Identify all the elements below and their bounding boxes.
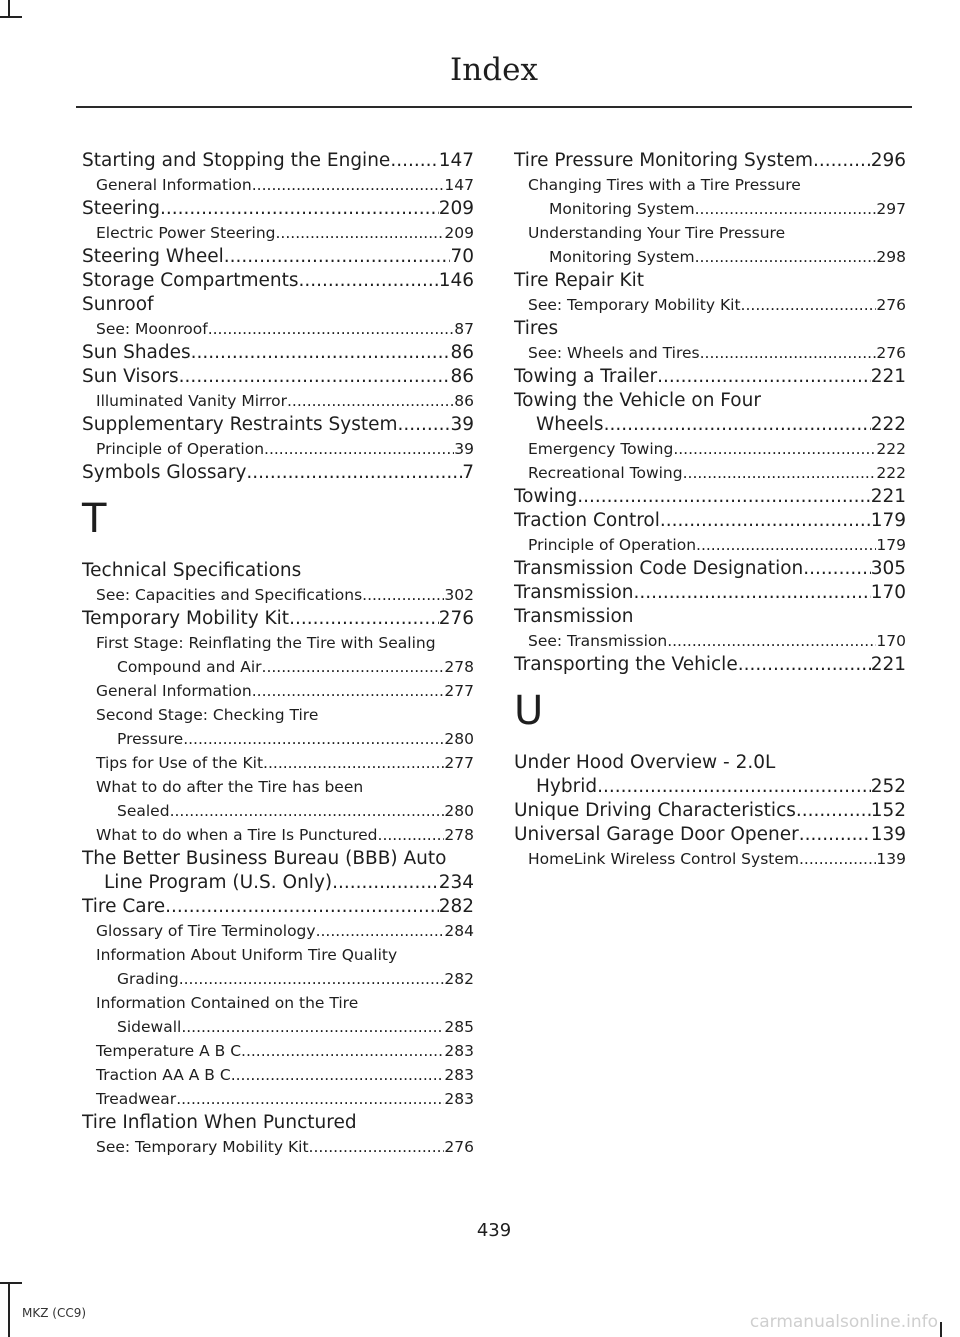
dot-leader (231, 1063, 445, 1087)
index-entry (514, 653, 906, 677)
dot-leader (577, 485, 870, 509)
entry-text: Principle of Operation (96, 440, 265, 458)
index-entry (514, 751, 906, 775)
dot-leader (160, 197, 439, 221)
entry-text: Tire Care (82, 896, 166, 917)
page-ref: 39 (454, 440, 474, 458)
crop-mark (0, 1282, 22, 1284)
page-ref: 276 (876, 344, 906, 362)
index-subentry (82, 1015, 474, 1039)
dot-leader (398, 413, 451, 437)
crop-mark (8, 0, 10, 16)
entry-text: See: Temporary Mobility Kit (528, 296, 741, 314)
index-entry (82, 149, 474, 173)
page-ref: 284 (444, 922, 474, 940)
entry-text: Transmission (514, 606, 634, 627)
entry-text: Illuminated Vanity Mirror (96, 392, 287, 410)
entry-text: General Information (96, 682, 252, 700)
dot-leader (796, 799, 871, 823)
index-entry (514, 799, 906, 823)
dot-leader (634, 581, 871, 605)
index-subentry (82, 631, 474, 655)
entry-text: Sunroof (82, 294, 154, 315)
index-subentry (82, 1087, 474, 1111)
entry-text: See: Capacities and Specifications (96, 586, 363, 604)
entry-text: Storage Compartments (82, 270, 299, 291)
index-subentry (514, 173, 906, 197)
index-subentry (82, 943, 474, 967)
index-column-right (514, 149, 906, 871)
crop-mark (940, 1322, 942, 1337)
dot-leader (263, 751, 444, 775)
dot-leader (275, 221, 444, 245)
entry-text: General Information (96, 176, 252, 194)
index-entry (514, 581, 906, 605)
index-entry (82, 871, 474, 895)
entry-text: Pressure (117, 730, 184, 748)
index-subentry (514, 197, 906, 221)
index-entry (514, 509, 906, 533)
index-entry (514, 485, 906, 509)
model-label: MKZ (CC9) (22, 1306, 87, 1320)
index-entry (82, 365, 474, 389)
page-ref: 276 (438, 608, 474, 629)
entry-text: See: Wheels and Tires (528, 344, 700, 362)
entry-text: See: Moonroof (96, 320, 208, 338)
dot-leader (165, 895, 439, 919)
page-number: 439 (476, 1220, 512, 1241)
index-subentry (82, 727, 474, 751)
entry-text: Sealed (117, 802, 170, 820)
crop-mark (0, 16, 22, 18)
dot-leader (289, 607, 439, 631)
entry-text: Transmission Code Designation (514, 558, 804, 579)
page-ref: 39 (450, 414, 474, 435)
entry-text: Principle of Operation (528, 536, 697, 554)
page-ref: 87 (454, 320, 474, 338)
page-ref: 221 (870, 654, 906, 675)
index-entry (82, 269, 474, 293)
page-ref: 139 (870, 824, 906, 845)
page-ref: 152 (870, 800, 906, 821)
page-ref: 277 (444, 754, 474, 772)
page-title: Index (450, 52, 538, 88)
index-subentry (514, 437, 906, 461)
index-subentry (514, 341, 906, 365)
index-entry (514, 365, 906, 389)
entry-text: Unique Driving Characteristics (514, 800, 796, 821)
page-ref: 209 (444, 224, 474, 242)
dot-leader (179, 365, 451, 389)
dot-leader (179, 967, 445, 991)
dot-leader (604, 413, 871, 437)
page-ref: 276 (876, 296, 906, 314)
entry-text: Information Contained on the Tire (96, 994, 359, 1012)
entry-text: What to do after the Tire has been (96, 778, 364, 796)
entry-text: Temporary Mobility Kit (82, 608, 290, 629)
dot-leader (170, 799, 445, 823)
entry-text: Emergency Towing (528, 440, 674, 458)
page-ref: 222 (876, 440, 906, 458)
index-subentry (82, 991, 474, 1015)
entry-text: Traction Control (514, 510, 660, 531)
index-entry (514, 389, 906, 413)
entry-text: Tire Inflation When Punctured (82, 1112, 357, 1133)
page-ref: 179 (876, 536, 906, 554)
index-subentry (82, 655, 474, 679)
entry-text: Towing a Trailer (514, 366, 658, 387)
page-ref: 302 (444, 586, 474, 604)
page-ref: 278 (444, 658, 474, 676)
section-letter: T (82, 496, 107, 542)
page-ref: 70 (450, 246, 474, 267)
entry-text: Transmission (514, 582, 634, 603)
index-subentry (82, 823, 474, 847)
entry-text: Grading (117, 970, 179, 988)
dot-leader (298, 269, 438, 293)
entry-text: Sun Shades (82, 342, 191, 363)
dot-leader (191, 341, 451, 365)
dot-leader (667, 629, 876, 653)
dot-leader (683, 461, 877, 485)
dot-leader (695, 245, 877, 269)
index-entry (514, 413, 906, 437)
entry-text: Universal Garage Door Opener (514, 824, 799, 845)
index-subentry (514, 293, 906, 317)
index-entry (82, 1111, 474, 1135)
entry-text: See: Temporary Mobility Kit (96, 1138, 309, 1156)
index-entry (514, 557, 906, 581)
page-ref: 283 (444, 1066, 474, 1084)
index-entry (82, 197, 474, 221)
index-subentry (82, 703, 474, 727)
page-ref: 234 (438, 872, 474, 893)
entry-text: Wheels (536, 414, 604, 435)
entry-text: Second Stage: Checking Tire (96, 706, 319, 724)
index-entry (514, 149, 906, 173)
page-ref: 298 (876, 248, 906, 266)
page-ref: 209 (438, 198, 474, 219)
page-ref: 221 (870, 366, 906, 387)
entry-text: Monitoring System (549, 200, 695, 218)
entry-text: Compound and Air (117, 658, 262, 676)
entry-text: Tire Pressure Monitoring System (514, 150, 814, 171)
index-subentry (514, 461, 906, 485)
dot-leader (252, 173, 445, 197)
index-subentry (82, 1039, 474, 1063)
dot-leader (673, 437, 876, 461)
index-entry (514, 317, 906, 341)
dot-leader (181, 1015, 444, 1039)
entry-text: Sidewall (117, 1018, 182, 1036)
entry-text: Tires (514, 318, 559, 339)
entry-text: Towing the Vehicle on Four (514, 390, 761, 411)
entry-text: Technical Specifications (82, 560, 302, 581)
entry-text: First Stage: Reinflating the Tire with Sealing (96, 634, 436, 652)
index-subentry (514, 533, 906, 557)
index-subentry (82, 221, 474, 245)
index-entry (82, 607, 474, 631)
dot-leader (332, 871, 439, 895)
dot-leader (309, 1135, 445, 1159)
page-ref: 86 (450, 342, 474, 363)
index-subentry (82, 389, 474, 413)
index-subentry (82, 751, 474, 775)
index-subentry (514, 847, 906, 871)
dot-leader (803, 557, 870, 581)
entry-text: What to do when a Tire Is Punctured (96, 826, 378, 844)
watermark: carmanualsonline.info (749, 1312, 938, 1332)
dot-leader (738, 653, 871, 677)
page-ref: 283 (444, 1090, 474, 1108)
page-ref: 146 (438, 270, 474, 291)
entry-text: Treadwear (96, 1090, 177, 1108)
page-ref: 276 (444, 1138, 474, 1156)
entry-text: Glossary of Tire Terminology (96, 922, 316, 940)
entry-text: The Better Business Bureau (BBB) Auto (82, 848, 447, 869)
page-ref: 305 (870, 558, 906, 579)
page-ref: 139 (876, 850, 906, 868)
entry-text: Monitoring System (549, 248, 695, 266)
page-ref: 283 (444, 1042, 474, 1060)
entry-text: Line Program (U.S. Only) (104, 872, 333, 893)
page-ref: 222 (870, 414, 906, 435)
entry-text: Symbols Glossary (82, 462, 247, 483)
header-rule (76, 106, 912, 108)
page-ref: 282 (444, 970, 474, 988)
index-entry (82, 461, 474, 485)
dot-leader (362, 583, 444, 607)
page-ref: 7 (462, 462, 474, 483)
index-subentry (82, 583, 474, 607)
index-subentry (82, 679, 474, 703)
page-ref: 86 (454, 392, 474, 410)
index-entry (514, 823, 906, 847)
entry-text: Towing (514, 486, 578, 507)
entry-text: Information About Uniform Tire Quality (96, 946, 398, 964)
page-ref: 280 (444, 802, 474, 820)
entry-text: Steering (82, 198, 160, 219)
dot-leader (741, 293, 877, 317)
page-ref: 280 (444, 730, 474, 748)
index-entry (82, 245, 474, 269)
dot-leader (597, 775, 871, 799)
index-subentry (82, 919, 474, 943)
dot-leader (700, 341, 877, 365)
dot-leader (262, 655, 445, 679)
entry-text: Recreational Towing (528, 464, 683, 482)
dot-leader (390, 149, 438, 173)
entry-text: Transporting the Vehicle (514, 654, 738, 675)
index-entry (82, 895, 474, 919)
entry-text: Sun Visors (82, 366, 179, 387)
index-column-left (82, 149, 474, 1159)
entry-text: Traction AA A B C (96, 1066, 231, 1084)
dot-leader (378, 823, 445, 847)
dot-leader (316, 919, 445, 943)
entry-text: Supplementary Restraints System (82, 414, 398, 435)
entry-text: Tire Repair Kit (514, 270, 644, 291)
page-ref: 86 (450, 366, 474, 387)
section-letter: U (514, 688, 544, 734)
index-subentry (514, 629, 906, 653)
index-entry (82, 559, 474, 583)
page-ref: 170 (870, 582, 906, 603)
page-ref: 285 (444, 1018, 474, 1036)
index-subentry (514, 245, 906, 269)
page-ref: 147 (438, 150, 474, 171)
entry-text: Electric Power Steering (96, 224, 276, 242)
dot-leader (660, 509, 871, 533)
index-subentry (82, 967, 474, 991)
entry-text: See: Transmission (528, 632, 668, 650)
page-ref: 297 (876, 200, 906, 218)
index-subentry (82, 317, 474, 341)
page-ref: 170 (876, 632, 906, 650)
index-subentry (82, 799, 474, 823)
entry-text: Starting and Stopping the Engine (82, 150, 391, 171)
entry-text: Understanding Your Tire Pressure (528, 224, 786, 242)
dot-leader (252, 679, 445, 703)
dot-leader (695, 197, 877, 221)
index-subentry (82, 775, 474, 799)
dot-leader (287, 389, 454, 413)
page-ref: 277 (444, 682, 474, 700)
entry-text: HomeLink Wireless Control System (528, 850, 799, 868)
page-ref: 179 (870, 510, 906, 531)
page-ref: 252 (870, 776, 906, 797)
dot-leader (183, 727, 444, 751)
dot-leader (241, 1039, 444, 1063)
index-entry (514, 605, 906, 629)
entry-text: Hybrid (536, 776, 598, 797)
entry-text: Changing Tires with a Tire Pressure (528, 176, 801, 194)
page-ref: 222 (876, 464, 906, 482)
index-subentry (514, 221, 906, 245)
index-subentry (82, 1063, 474, 1087)
dot-leader (208, 317, 455, 341)
dot-leader (264, 437, 454, 461)
dot-leader (799, 847, 876, 871)
page-ref: 296 (870, 150, 906, 171)
index-subentry (82, 1135, 474, 1159)
page-ref: 282 (438, 896, 474, 917)
dot-leader (657, 365, 871, 389)
entry-text: Temperature A B C (96, 1042, 242, 1060)
index-entry (514, 775, 906, 799)
dot-leader (799, 823, 871, 847)
index-entry (514, 269, 906, 293)
entry-text: Under Hood Overview - 2.0L (514, 752, 776, 773)
page-ref: 147 (444, 176, 474, 194)
index-entry (82, 413, 474, 437)
index-subentry (82, 173, 474, 197)
index-entry (82, 293, 474, 317)
index-entry (82, 341, 474, 365)
entry-text: Tips for Use of the Kit (96, 754, 264, 772)
entry-text: Steering Wheel (82, 246, 224, 267)
dot-leader (176, 1087, 444, 1111)
page-ref: 278 (444, 826, 474, 844)
crop-mark (8, 1282, 10, 1337)
dot-leader (696, 533, 876, 557)
page-ref: 221 (870, 486, 906, 507)
index-subentry (82, 437, 474, 461)
dot-leader (224, 245, 451, 269)
index-entry (82, 847, 474, 871)
dot-leader (246, 461, 462, 485)
dot-leader (813, 149, 871, 173)
